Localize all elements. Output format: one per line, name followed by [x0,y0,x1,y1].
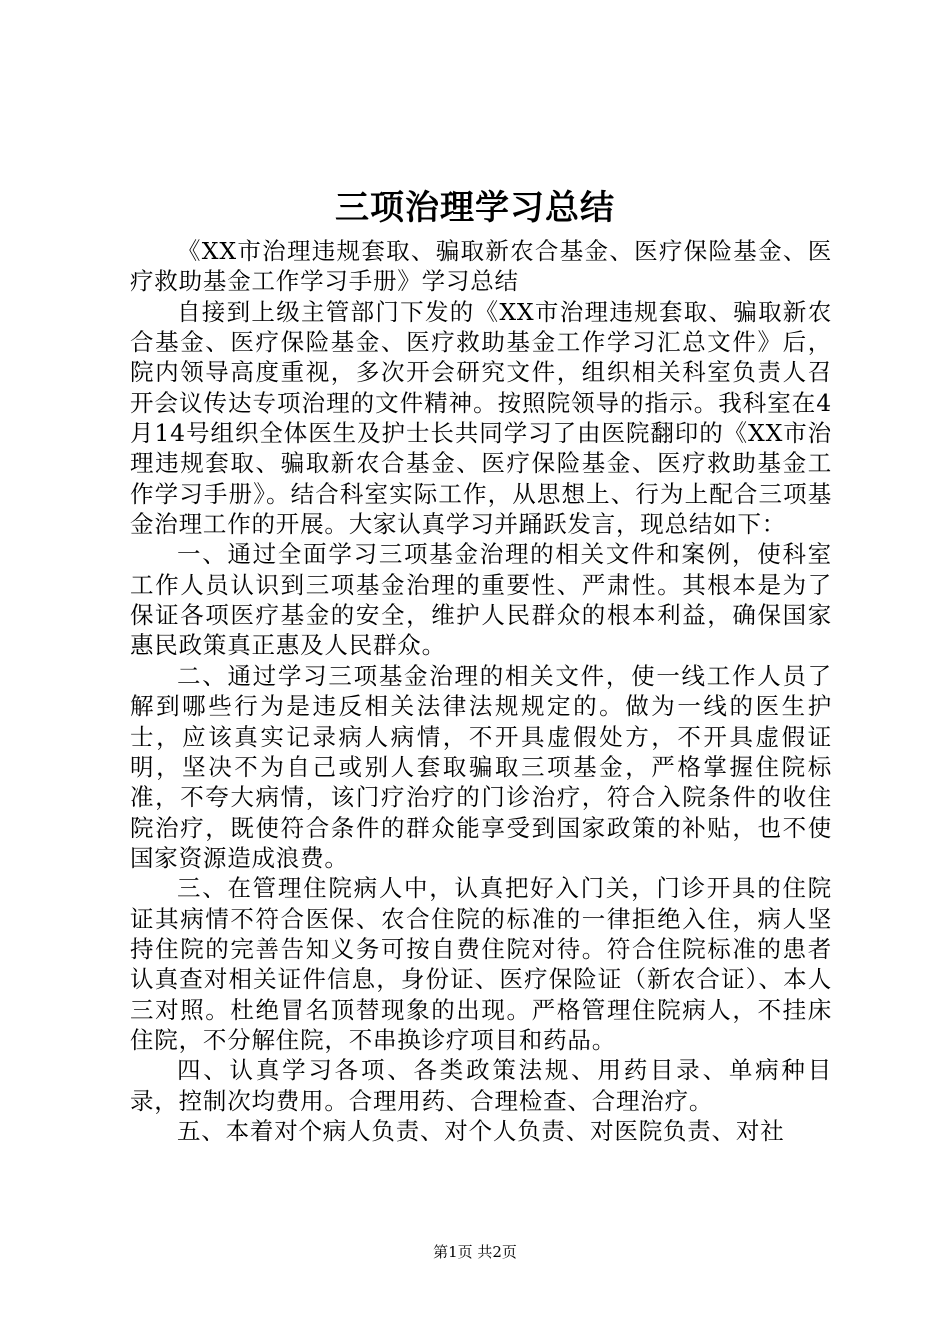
paragraph-item-5: 五、本着对个病人负责、对个人负责、对医院负责、对社 [177,1116,785,1145]
document-title: 三项治理学习总结 [335,188,615,228]
paragraph-item-2: 二、通过学习三项基金治理的相关文件，使一线工作人员了解到哪些行为是违反相关法律法规规定的。做为一线的医生护士，应该真实记录病人病情，不开具虚假处方，不开具虚假证明，坚决不为自己或别人套取骗取三项基金，严格掌握住院标准，不夸大病情，该门疗治疗的门诊治疗，符合入院条件的收住院治疗，既使符合条件的群众能享受到国家政策的补贴，也不使国家资源造成浪费。 [130,661,832,872]
paragraph-item-1: 一、通过全面学习三项基金治理的相关文件和案例，使科室工作人员认识到三项基金治理的重要性、严肃性。其根本是为了保证各项医疗基金的安全，维护人民群众的根本利益，确保国家惠民政策真正惠及人民群众。 [130,540,832,660]
paragraph-item-4: 四、认真学习各项、各类政策法规、用药目录、单病种目录，控制次均费用。合理用药、合理检查、合理治疗。 [130,1056,832,1115]
paragraph-intro: 自接到上级主管部门下发的《XX市治理违规套取、骗取新农合基金、医疗保险基金、医疗救助基金工作学习汇总文件》后，院内领导高度重视，多次开会研究文件，组织相关科室负责人召开会议传达专项治理的文件精神。按照院领导的指示。我科室在4月14号组织全体医生及护士长共同学习了由医院翻印的《XX市治理违规套取、骗取新农合基金、医疗保险基金、医疗救助基金工作学习手册》。结合科室实际工作，从思想上、行为上配合三项基金治理工作的开展。大家认真学习并踊跃发言，现总结如下： [130,297,832,539]
paragraph-item-3: 三、在管理住院病人中，认真把好入门关，门诊开具的住院证其病情不符合医保、农合住院的标准的一律拒绝入住，病人坚持住院的完善告知义务可按自费住院对待。符合住院标准的患者认真查对相关证件信息，身份证、医疗保险证（新农合证）、本人三对照。杜绝冒名顶替现象的出现。严格管理住院病人，不挂床住院，不分解住院，不串换诊疗项目和药品。 [130,874,832,1054]
paragraph-heading: 《XX市治理违规套取、骗取新农合基金、医疗保险基金、医疗救助基金工作学习手册》学习总结 [130,237,832,296]
document-body [130,236,832,1146]
page-footer: 第1页 共2页 [433,1243,517,1261]
